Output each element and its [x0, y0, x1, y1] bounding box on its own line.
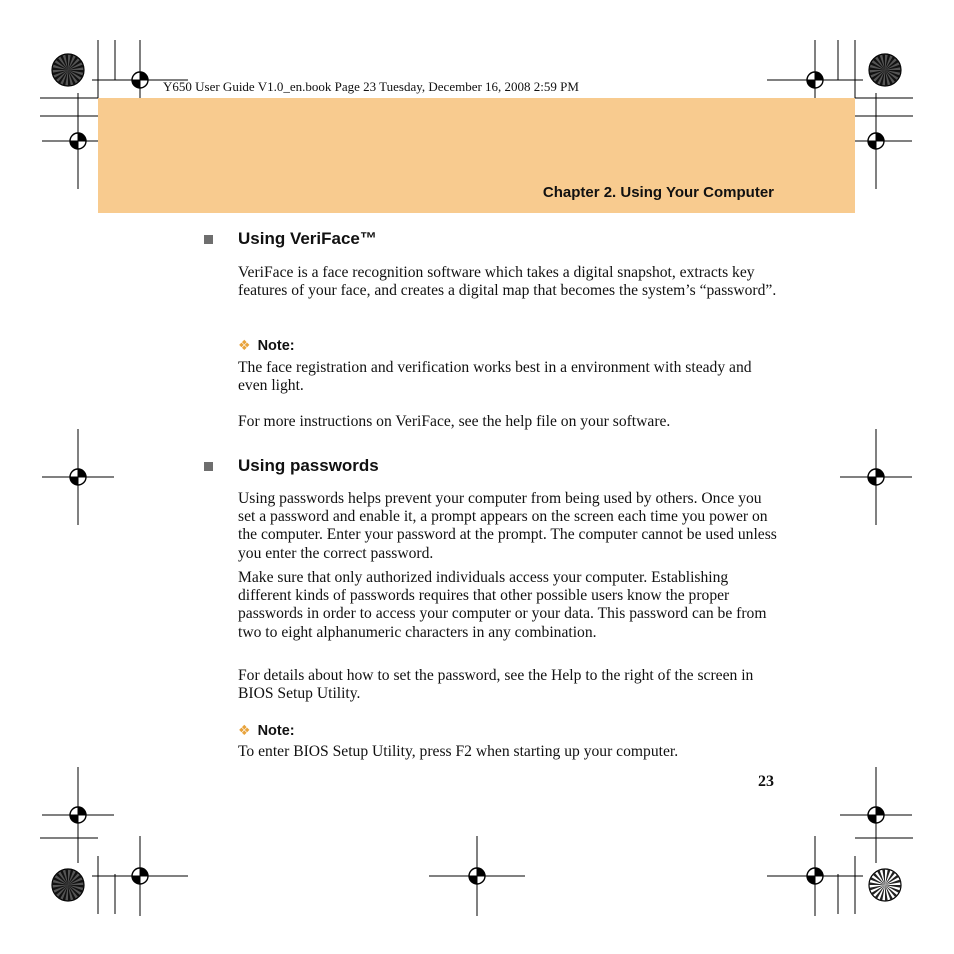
- paragraph: Using passwords helps prevent your computer from being used by others. Once you set a password and enable it, a prompt appears on the screen each time you power on the computer. Enter your password at the prompt. The computer cannot be used unless you enter the correct password.: [238, 490, 777, 562]
- paragraph: Make sure that only authorized individuals access your computer. Establishing different kinds of passwords requires that other possible users know the proper passwords in order to access your computer or your data. This password can be from two to eight alphanumeric characters in any combination.: [238, 569, 767, 641]
- paragraph: For more instructions on VeriFace, see the help file on your software.: [238, 413, 671, 430]
- square-bullet-icon: [204, 235, 213, 244]
- section-heading-text: Using VeriFace™: [238, 229, 377, 248]
- page-number: 23: [758, 773, 774, 790]
- note-label: Note:: [257, 338, 295, 354]
- note-heading: [238, 723, 295, 739]
- registration-mark-icon: [840, 767, 912, 863]
- diamond-note-icon: ❖: [238, 723, 251, 739]
- registration-mark-icon: [429, 836, 525, 916]
- square-bullet-icon: [204, 462, 213, 471]
- section-heading-text: Using passwords: [238, 456, 379, 475]
- color-wheel-icon: [869, 869, 901, 901]
- registration-mark-icon: [92, 836, 188, 916]
- registration-mark-icon: [42, 429, 114, 525]
- note-text: The face registration and verification works best in a environment with steady and even light.: [238, 359, 752, 395]
- diamond-note-icon: ❖: [238, 338, 251, 354]
- registration-mark-icon: [840, 429, 912, 525]
- note-heading: [238, 338, 295, 354]
- chapter-title: Chapter 2. Using Your Computer: [542, 184, 774, 201]
- paragraph: VeriFace is a face recognition software which takes a digital snapshot, extracts key features of your face, and creates a digital map that becomes the system’s “password”.: [238, 264, 777, 300]
- color-wheel-icon: [52, 869, 84, 901]
- book-slug-line: Y650 User Guide V1.0_en.book Page 23 Tuesday, December 16, 2008 2:59 PM: [163, 79, 579, 94]
- note-text: To enter BIOS Setup Utility, press F2 when starting up your computer.: [238, 743, 679, 760]
- note-label: Note:: [257, 723, 295, 739]
- section-heading-passwords: [204, 456, 379, 476]
- color-wheel-icon: [52, 54, 84, 86]
- registration-mark-icon: [767, 836, 863, 916]
- paragraph: For details about how to set the password, see the Help to the right of the screen in BIOS Setup Utility.: [238, 667, 754, 703]
- color-wheel-icon: [869, 54, 901, 86]
- section-heading-veriface: [204, 229, 377, 249]
- registration-mark-icon: [42, 767, 114, 863]
